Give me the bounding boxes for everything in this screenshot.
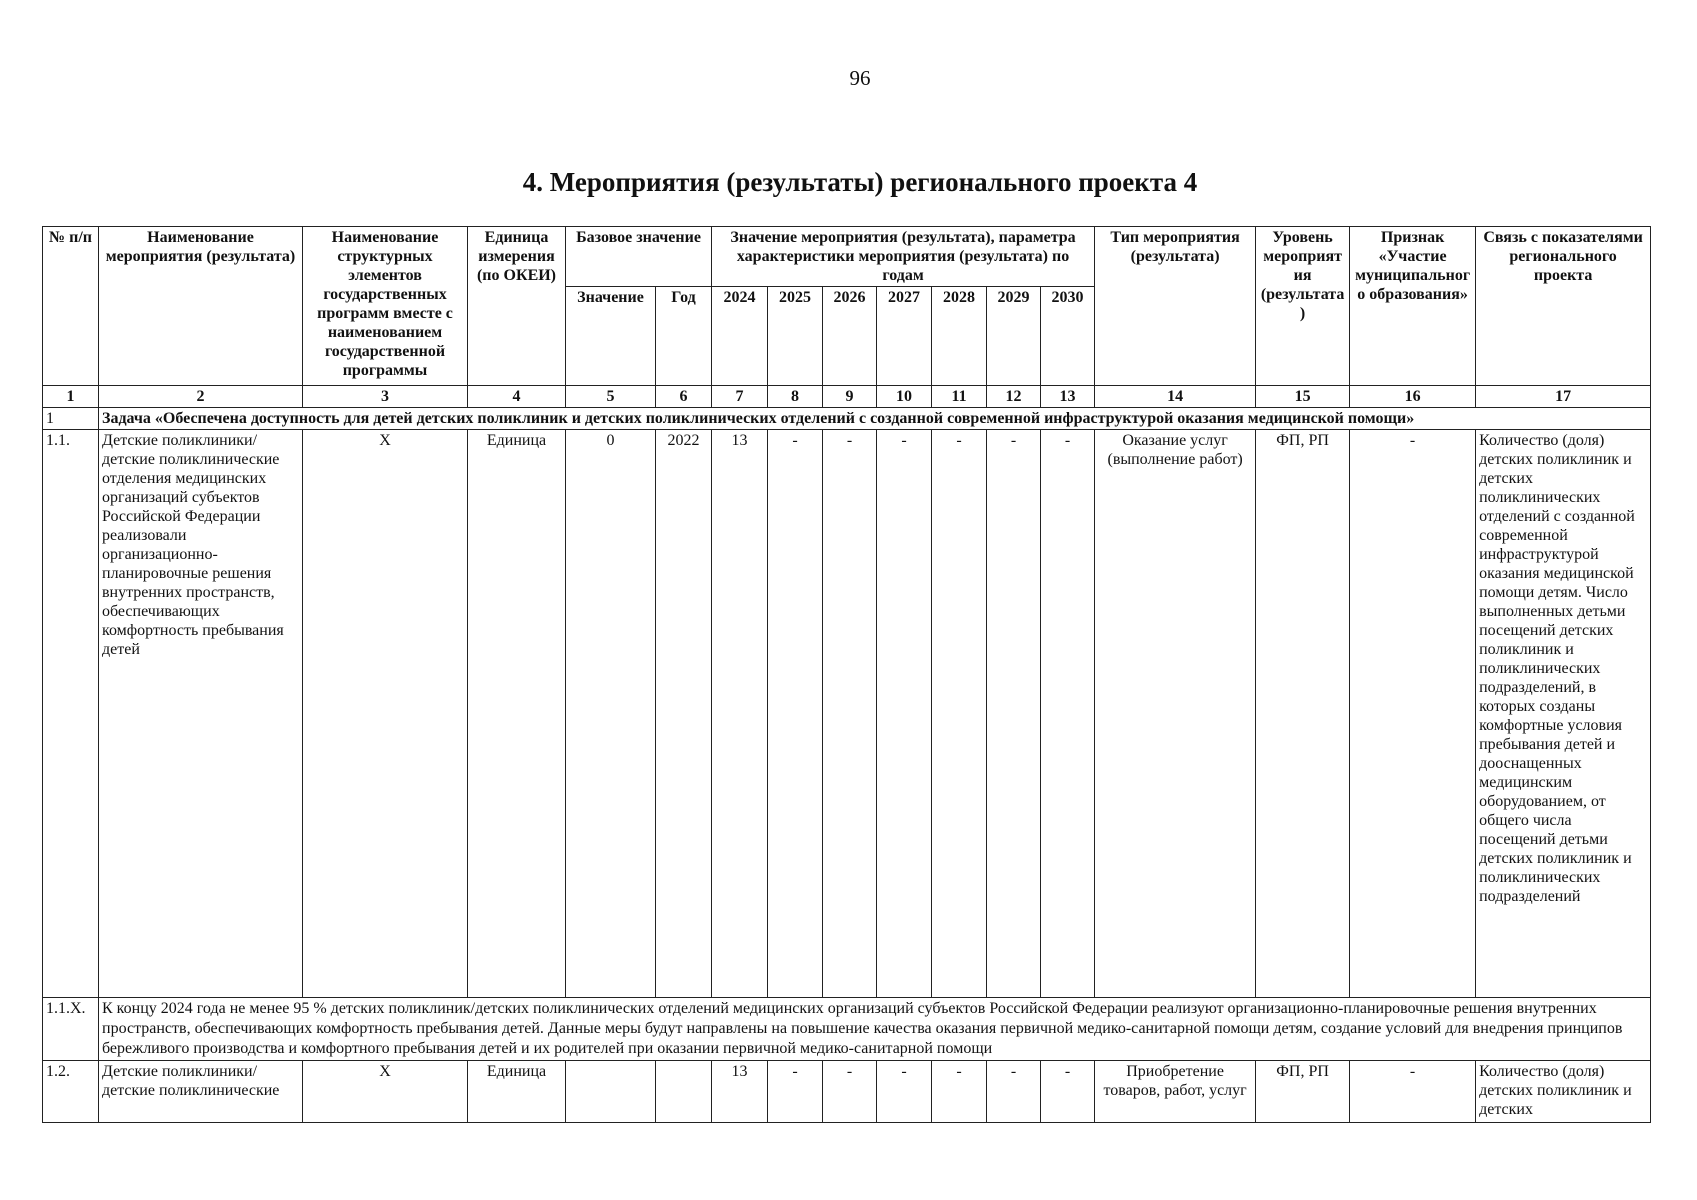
column-number: 3 — [303, 386, 468, 408]
column-number: 17 — [1476, 386, 1651, 408]
header-year: 2029 — [987, 287, 1041, 386]
indicator-link: Количество (доля) детских поликлиник и детских поликлинических отделений с созданной современной инфраструктурой оказания медицинской помощи детям. Число выполненных детьми посещений детских поликлиник и поликлинических подразделений, в которых созданы комфортные условия пребывания детей и дооснащенных медицинским оборудованием, от общего числа посещений детьми детских поликлиник и поликлинических подразделений — [1476, 430, 1651, 998]
page-number: 96 — [849, 66, 871, 90]
base-value — [566, 1061, 656, 1123]
result-name: Детские поликлиники/детские поликлинические — [99, 1061, 303, 1123]
header-structural: Наименование структурных элементов государственных программ вместе с наименованием государственной программы — [303, 227, 468, 386]
year-value: - — [932, 430, 987, 998]
column-number: 10 — [877, 386, 932, 408]
column-number: 4 — [468, 386, 566, 408]
header-level: Уровень мероприятия (результата) — [1256, 227, 1350, 386]
unit: Единица — [468, 430, 566, 998]
result-level: ФП, РП — [1256, 1061, 1350, 1123]
year-value: 13 — [712, 430, 768, 998]
task-number: 1 — [43, 408, 99, 430]
header-link: Связь с показателями регионального проекта — [1476, 227, 1651, 386]
column-number: 11 — [932, 386, 987, 408]
column-number: 9 — [823, 386, 877, 408]
year-value: - — [987, 430, 1041, 998]
task-text: Задача «Обеспечена доступность для детей детских поликлиник и детских поликлинических отделений с созданной современной инфраструктурой оказания медицинской помощи» — [99, 408, 1651, 430]
table-row — [43, 430, 1651, 998]
year-value: - — [1041, 430, 1095, 998]
year-value: - — [932, 1061, 987, 1123]
header-year: 2025 — [768, 287, 823, 386]
result-type: Оказание услуг (выполнение работ) — [1095, 430, 1256, 998]
base-year — [656, 1061, 712, 1123]
document-title: 4. Мероприятия (результаты) регионального проекта 4 — [522, 167, 1198, 197]
header-values-by-year: Значение мероприятия (результата), параметра характеристики мероприятия (результата) по годам — [712, 227, 1095, 287]
header-year: 2030 — [1041, 287, 1095, 386]
row-number: 1.1. — [43, 430, 99, 998]
header-municipal: Признак «Участие муниципального образования» — [1350, 227, 1476, 386]
column-number: 8 — [768, 386, 823, 408]
year-value: - — [823, 430, 877, 998]
table-row — [43, 1061, 1651, 1123]
note-row — [43, 998, 1651, 1061]
year-value: - — [823, 1061, 877, 1123]
header-base: Базовое значение — [566, 227, 712, 287]
year-value: - — [768, 1061, 823, 1123]
note-text: К концу 2024 года не менее 95 % детских поликлиник/детских поликлинических отделений медицинских организаций субъектов Российской Федерации реализуют организационно-планировочные решения внутренних пространств, обеспечивающих комфортность пребывания детей. Данные меры будут направлены на повышение качества оказания первичной медико-санитарной помощи детям, создание условий для внедрения принципов бережливого производства и комфортного пребывания детей и их родителей при оказании первичной медико-санитарной помощи — [99, 998, 1651, 1061]
result-name: Детские поликлиники/детские поликлинические отделения медицинских организаций субъектов Российской Федерации реализовали организационно-планировочные решения внутренних пространств, обеспечивающих комфортность пребывания детей — [99, 430, 303, 998]
structural-element: Х — [303, 430, 468, 998]
municipal-flag: - — [1350, 1061, 1476, 1123]
column-number: 7 — [712, 386, 768, 408]
column-number: 2 — [99, 386, 303, 408]
base-year: 2022 — [656, 430, 712, 998]
header-number: № п/п — [43, 227, 99, 386]
column-number: 15 — [1256, 386, 1350, 408]
structural-element: Х — [303, 1061, 468, 1123]
result-type: Приобретение товаров, работ, услуг — [1095, 1061, 1256, 1123]
task-row — [43, 408, 1651, 430]
column-number: 5 — [566, 386, 656, 408]
column-number: 12 — [987, 386, 1041, 408]
header-name: Наименование мероприятия (результата) — [99, 227, 303, 386]
column-number: 14 — [1095, 386, 1256, 408]
result-level: ФП, РП — [1256, 430, 1350, 998]
base-value: 0 — [566, 430, 656, 998]
results-table — [42, 226, 1651, 1123]
year-value: - — [768, 430, 823, 998]
column-numbers-row — [43, 386, 1651, 408]
unit: Единица — [468, 1061, 566, 1123]
column-number: 1 — [43, 386, 99, 408]
header-base-value: Значение — [566, 287, 656, 386]
header-year: 2024 — [712, 287, 768, 386]
indicator-link: Количество (доля) детских поликлиник и детских — [1476, 1061, 1651, 1123]
column-number: 6 — [656, 386, 712, 408]
municipal-flag: - — [1350, 430, 1476, 998]
year-value: - — [1041, 1061, 1095, 1123]
year-value: 13 — [712, 1061, 768, 1123]
year-value: - — [877, 430, 932, 998]
header-unit: Единица измерения (по ОКЕИ) — [468, 227, 566, 386]
column-number: 16 — [1350, 386, 1476, 408]
header-type: Тип мероприятия (результата) — [1095, 227, 1256, 386]
row-number: 1.2. — [43, 1061, 99, 1123]
header-row-1 — [43, 227, 1651, 287]
year-value: - — [987, 1061, 1041, 1123]
header-base-year: Год — [656, 287, 712, 386]
header-year: 2028 — [932, 287, 987, 386]
note-number: 1.1.Х. — [43, 998, 99, 1061]
header-year: 2027 — [877, 287, 932, 386]
year-value: - — [877, 1061, 932, 1123]
header-year: 2026 — [823, 287, 877, 386]
column-number: 13 — [1041, 386, 1095, 408]
